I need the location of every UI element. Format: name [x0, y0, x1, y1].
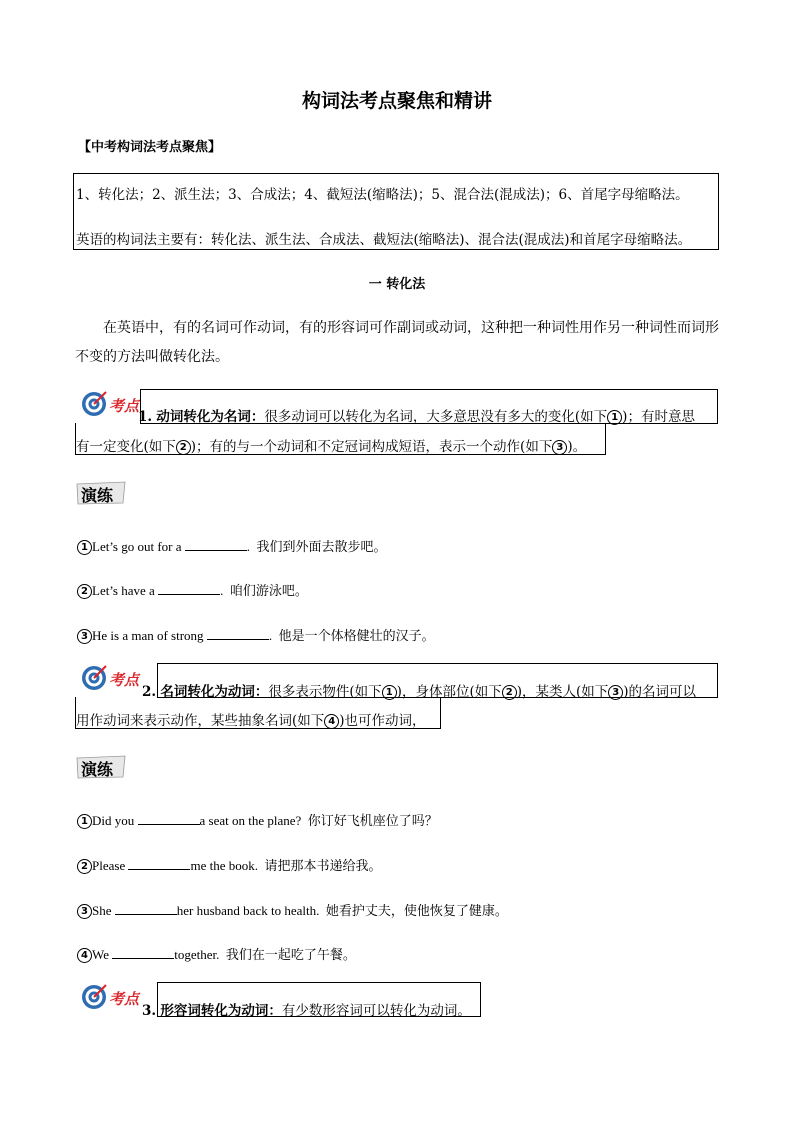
practice-label-2: 演练	[75, 755, 127, 779]
kp2-line-1: 2. 名词转化为动词：很多表示物件(如下 1 )，身体部位(如下 2 )，某类人(如下 3 )的名词可以	[142, 684, 697, 700]
kp2-line-2: 用作动词来表示动作，某些抽象名词(如下 4 )也可作动词，	[76, 713, 426, 729]
exercise-item: 3 He is a man of strong . 他是一个体格健壮的汉子。	[77, 625, 435, 644]
exercise-item: 1 Did you a seat on the plane? 你订好飞机座位了吗？	[77, 810, 438, 829]
answer-blank[interactable]	[207, 628, 269, 640]
section-title: 一 转化法	[368, 277, 426, 292]
summary-line-1: 1、转化法；2、派生法；3、合成法；4、截短法(缩略法)；5、混合法(混成法)；6、首尾字母缩略法。	[76, 187, 689, 203]
answer-blank[interactable]	[158, 583, 220, 595]
kp3-line: 3. 形容词转化为动词：有少数形容词可以转化为动词。	[142, 1003, 471, 1019]
kp1-line-2: 有一定变化(如下 2 )；有的与一个动词和不定冠词构成短语，表示一个动作(如下 3 )。	[76, 439, 587, 455]
exercise-item: 3 She her husband back to health. 她看护丈夫，使他恢复了健康。	[77, 900, 508, 919]
kaodian-badge	[80, 388, 142, 424]
answer-blank[interactable]	[112, 947, 174, 959]
summary-box	[73, 173, 719, 250]
answer-blank[interactable]	[128, 858, 190, 870]
page-title: 构词法考点聚焦和精讲	[301, 90, 492, 112]
exercise-item: 1 Let’s go out for a . 我们到外面去散步吧。	[77, 536, 387, 555]
exercise-item: 4 We together. 我们在一起吃了午餐。	[77, 944, 356, 963]
practice-label-1: 演练	[75, 481, 127, 505]
answer-blank[interactable]	[138, 813, 200, 825]
kaodian-badge: 考点	[80, 662, 142, 698]
intro-paragraph: 在英语中，有的名词可作动词，有的形容词可作副词或动词，这种把一种词性用作另一种词性而词形不变的方法叫做转化法。	[75, 320, 719, 365]
badge-label: 考点	[109, 397, 140, 415]
kaodian-badge: 考点	[80, 981, 142, 1017]
answer-blank[interactable]	[115, 903, 177, 915]
answer-blank[interactable]	[185, 539, 247, 551]
exercise-item: 2 Let’s have a . 咱们游泳吧。	[77, 580, 308, 599]
kp1-line-1: 1. 动词转化为名词：很多动词可以转化为名词，大多意思没有多大的变化(如下 1 )；有时意思	[138, 409, 695, 425]
summary-line-2: 英语的构词法主要有：转化法、派生法、合成法、截短法(缩略法)、混合法(混成法)和首尾字母缩略法。	[76, 232, 692, 248]
focus-header: 【中考构词法考点聚焦】	[78, 140, 222, 155]
exercise-item: 2 Please me the book. 请把那本书递给我。	[77, 855, 382, 874]
